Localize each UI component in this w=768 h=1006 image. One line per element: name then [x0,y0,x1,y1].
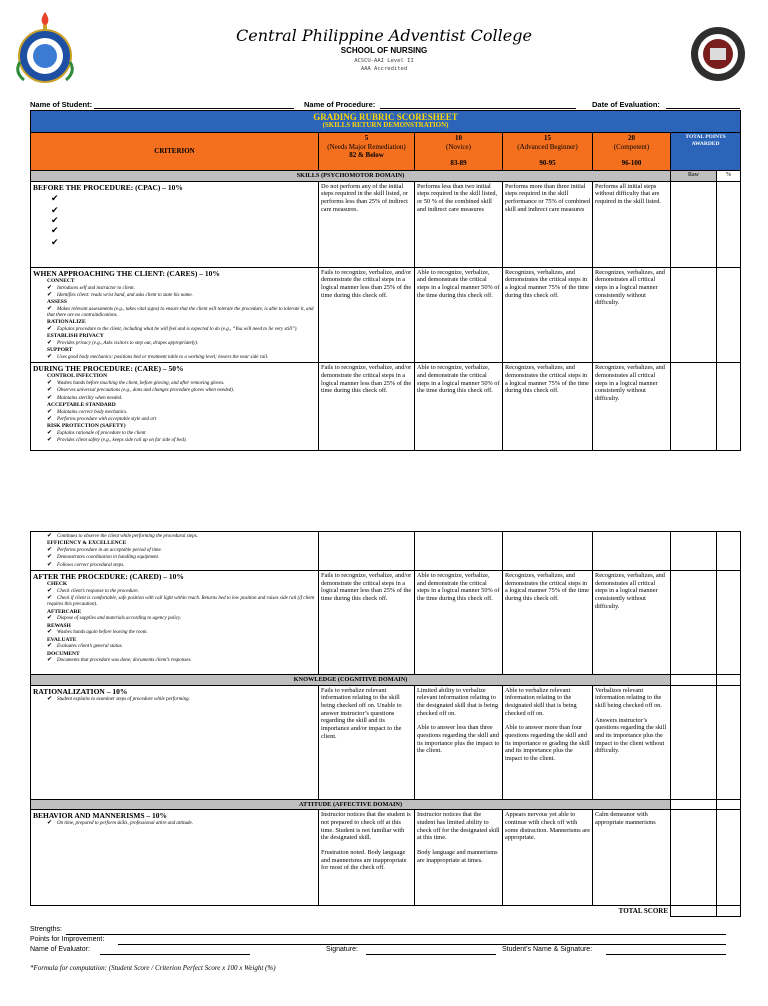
privacy-heading: ESTABLISH PRIVACY [47,333,104,340]
improvement-field[interactable] [30,936,104,943]
level-10-header: 10 (Novice) 83-89 [415,133,503,171]
total-points-header: TOTAL POINTS AWARDED [671,133,741,171]
assess-heading: ASSESS [47,299,67,306]
cared-raw-score[interactable] [671,571,717,675]
checklist-item: ✔ Washes hands again before leaving the room. [47,629,316,636]
care-level-15: Recognizes, verbalizes, and demonstrates the critical steps in a logical manner 75% of the time during this check off. [503,363,593,451]
total-percent-score[interactable] [717,906,741,917]
checklist-item: ✔ Demonstrates coordination in handling equipment. [47,554,316,561]
care-continued-criterion [31,532,319,571]
care-continued-percent[interactable] [717,532,741,571]
cpac-check: ✔ [51,224,59,235]
cpac-percent-score[interactable] [717,181,741,267]
cared-criterion [31,571,319,675]
signature-label: Signature: [326,946,358,953]
cpac-level-10: Performs less than two initial steps required in the skill listed, or 50 % of the combined skill and indirect care measures [415,181,503,267]
acceptable-standard-heading: ACCEPTABLE STANDARD [47,402,116,409]
strengths-field[interactable] [30,926,62,933]
cpac-check: ✔ [51,192,59,203]
affective-domain-header: ATTITUDE (AFFECTIVE DOMAIN) [31,799,671,810]
rationalization-percent-score[interactable] [717,685,741,799]
care-row [31,363,741,451]
efficiency-heading: EFFICIENCY & EXCELLENCE [47,540,127,547]
care-continued-row [31,532,741,571]
level-15-header: 15 (Advanced Beginner) 90-95 [503,133,593,171]
rationalization-title: RATIONALIZATION – 10% [33,686,128,696]
raw-header: Raw [671,171,717,182]
behavior-percent-score[interactable] [717,810,741,906]
control-infection-heading: CONTROL INFECTION [47,373,108,380]
document-heading: DOCUMENT [47,650,80,657]
checklist-item: ✔ Identifies client: reads wrist band, and asks client to state his name. [47,292,316,299]
evaluator-line [100,946,250,955]
behavior-criterion [31,810,319,906]
rationalization-level-5: Fails to verbalize relevant information relating to the skill being checked off on. Unable to answer instructor’s questions regarding the skill and its importance and/or impact to the client. [319,685,415,799]
rationalization-level-20: Verbalizes relevant information relating to the skill being checked off on. Answers instructor’s questions regarding the skill and its importance plus the impact to the client without difficulty. [593,685,671,799]
evaluation-date-line [666,100,740,109]
cares-percent-score[interactable] [717,267,741,363]
checklist-item: ✔ Observes universal precautions (e.g., dons and changes procedure gloves when needed). [47,387,316,394]
cares-row [31,267,741,363]
behavior-level-15: Appears nervous yet able to continue with check off with some distraction. Mannerisms are appropriate. [503,810,593,906]
care-criterion [31,363,319,451]
student-name-line [94,100,294,109]
total-score-label: TOTAL SCORE [31,906,671,917]
cpac-check: ✔ [51,204,59,215]
care-percent-score[interactable] [717,363,741,451]
student-signature-field[interactable] [502,946,592,953]
checklist-item: ✔ Documents that procedure was done; documents client’s responses. [47,657,316,664]
rationalize-heading: RATIONALIZE [47,319,86,326]
signature-field[interactable] [326,946,358,953]
checklist-item: ✔ Check if client is comfortable, safe position with call light within reach. Returns bed to low position and raises side rail (if client requires this precaution). [47,595,316,608]
student-signature-line [606,946,726,955]
cpac-check: ✔ [51,236,59,247]
support-heading: SUPPORT [47,347,73,354]
improvement-label: Points for Improvement: [30,936,105,943]
checklist-item: ✔ Maintains correct body mechanics. [47,409,316,416]
procedure-name-label: Name of Procedure: [304,100,376,109]
care-level-5: Fails to recognize, verbalize, and/or demonstrate the critical steps in a logical manner less than 25% of the time during this check off. [319,363,415,451]
behavior-level-5: Instructor notices that the student is not prepared to check off at this time. Student is not familiar with the designated skill. Frustration noted. Body language and mannerisms are inappropriate for most of the check off. [319,810,415,906]
cared-level-15: Recognizes, verbalizes, and demonstrates the critical steps in a logical manner 75% of the time during this check off. [503,571,593,675]
criterion-header: CRITERION [31,133,319,171]
checklist-item: ✔ Dispose of supplies and materials according to agency policy. [47,615,316,622]
rationalization-criterion [31,685,319,799]
cared-row [31,571,741,675]
behavior-level-20: Calm demeanor with appropriate mannerisms [593,810,671,906]
checklist-item: ✔ Provides client safety (e.g., keeps side rail up on far side of bed). [47,437,316,444]
procedure-name-line [380,100,576,109]
cared-level-10: Able to recognize, verbalize, and demonstrate the critical steps in a logical manner 50% of the time during this check off. [415,571,503,675]
cognitive-domain-header: KNOWLEDGE (COGNITIVE DOMAIN) [31,675,671,686]
cared-level-5: Fails to recognize, verbalize, and/or demonstrate the critical steps in a logical manner less than 25% of the time during this check off. [319,571,415,675]
cares-raw-score[interactable] [671,267,717,363]
strengths-label: Strengths: [30,926,62,933]
behavior-row [31,810,741,906]
rubric-table-page2 [30,531,741,917]
accreditation-body: AAA Accredited [360,66,408,72]
checklist-item: ✔ Explains rationale of procedure to the client [47,430,316,437]
behavior-title: BEHAVIOR AND MANNERISMS – 10% [33,811,168,821]
cares-level-20: Recognizes, verbalizes, and demonstrates all critical steps in a logical manner consistently without difficulty. [593,267,671,363]
total-score-row [31,906,741,917]
total-raw-score[interactable] [671,906,717,917]
rewash-heading: REWASH [47,622,71,629]
psychomotor-domain-header: SKILLS (PSYCHOMOTOR DOMAIN) [31,171,671,182]
rubric-title: GRADING RUBRIC SCORESHEET [313,112,458,122]
cpac-level-15: Performs more than three initial steps required in the skill performance or 75% of combined skill and indirect care measures [503,181,593,267]
strengths-line [66,926,726,935]
cared-percent-score[interactable] [717,571,741,675]
rationalization-row [31,685,741,799]
checklist-item: ✔ Evaluates client’s general status. [47,643,316,650]
checklist-item: ✔ Student explains to examiner steps of procedure while performing. [47,696,316,703]
checklist-item: ✔ Performs procedure in an acceptable period of time. [47,547,316,554]
cares-criterion [31,267,319,363]
signature-line [366,946,496,955]
improvement-line [118,936,726,945]
college-name: Central Philippine Adventist College [236,26,532,45]
evaluator-label: Name of Evaluator: [30,946,90,953]
care-level-10: Able to recognize, verbalize, and demonstrate the critical steps in a logical manner 50% of the time during this check off. [415,363,503,451]
evaluate-heading: EVALUATE [47,636,77,643]
checklist-item: ✔ Introduces self and instructor to client. [47,285,316,292]
checklist-item: ✔ Check client’s response to the procedure. [47,588,316,595]
student-signature-label: Student’s Name & Signature: [502,946,593,953]
student-name-label: Name of Student: [30,100,93,109]
school-name: SCHOOL OF NURSING [340,46,428,55]
checklist-item: ✔ Performs procedure with acceptable style and art [47,416,316,423]
rubric-subtitle: (SKILLS RETURN DEMONSTRATION) [322,121,449,129]
cares-level-15: Recognizes, verbalizes, and demonstrates the critical steps in a logical manner 75% of the time during this check off. [503,267,593,363]
check-heading: CHECK [47,581,68,588]
checklist-item: ✔ Maintains sterility when needed. [47,395,316,402]
cpac-level-20: Performs all initial steps without difficulty that are required in the skill listed. [593,181,671,267]
cpac-criterion [31,181,319,267]
checklist-item: ✔ Provides privacy (e.g., Asks visitors to step out, drapes appropriately). [47,340,316,347]
rubric-table-page1 [30,110,741,451]
behavior-level-10: Instructor notices that the student has limited ability to check off for the designated skill at this time. Body language and mannerisms are inappropriate at times. [415,810,503,906]
checklist-item: ✔ Makes relevant assessments (e.g., takes vital signs) to ensure that the client will tolerate the procedure, is able to tolerate it, and that there are no contraindications. [47,306,316,319]
connect-heading: CONNECT [47,277,75,284]
behavior-raw-score[interactable] [671,810,717,906]
care-continued-raw[interactable] [671,532,717,571]
checklist-item: ✔ Washes hands before touching the client, before gloving, and after removing gloves. [47,380,316,387]
cpac-level-5: Do not perform any of the initial steps required in the skill listed, or performs less than 25% of indirect care measures. [319,181,415,267]
document-header [0,0,768,98]
rationalization-level-10: Limited ability to verbalize relevant information relating to the designated skill that is being checked off on. Able to answer less than three questions regarding the skill and its importance plus the impact to the client. [415,685,503,799]
care-title: DURING THE PROCEDURE: (CARE) – 50% [33,364,184,374]
checklist-item: ✔ On time, prepared to perform skills, professional attire and attitude. [47,820,316,827]
evaluation-date-label: Date of Evaluation: [592,100,660,109]
formula-note: *Formula for computation: (Student Score / Criterion Perfect Score x 100 x Weight (%) [30,964,276,972]
level-20-header: 20 (Competent) 96-100 [593,133,671,171]
cpac-title: BEFORE THE PROCEDURE: (CPAC) – 10% [33,182,183,192]
cared-level-20: Recognizes, verbalizes, and demonstrates all critical steps in a logical manner consistently without difficulty. [593,571,671,675]
percent-header: % [717,171,741,182]
risk-protection-heading: RISK PROTECTION (SAFETY) [47,423,126,430]
rationalization-level-15: Able to verbalize relevant information relating to the designated skill that is being checked off on. Able to answer more than four questions regarding the skill and its importance re grading the skill and its importance plus the impact to the client. [503,685,593,799]
care-raw-score[interactable] [671,363,717,451]
cared-title: AFTER THE PROCEDURE: (CARED) – 10% [33,572,184,581]
cpac-row [31,181,741,267]
evaluator-field[interactable] [30,946,90,953]
aftercare-heading: AFTERCARE [47,608,82,615]
level-5-header: 5 (Needs Major Remediation) 82 & Below [319,133,415,171]
checklist-item: ✔ Explains procedure to the client, including what he will feel and is expected to do (e.g., “You will need to lie very still”). [47,326,316,333]
cares-title: WHEN APPROACHING THE CLIENT: (CARES) – 10% [33,268,220,278]
checklist-item: ✔ Continues to observe the client while performing the procedural steps. [47,533,316,540]
checklist-item: ✔ Uses good body mechanics: positions bed or treatment table to a working level; lowers the near side rail. [47,354,316,361]
cpac-raw-score[interactable] [671,181,717,267]
cares-level-5: Fails to recognize, verbalize, and/or demonstrate the critical steps in a logical manner less than 25% of the time during this check off. [319,267,415,363]
rationalization-raw-score[interactable] [671,685,717,799]
accreditation-level: ACSCU-AAI Level II [354,58,414,64]
cpac-check: ✔ [51,214,59,225]
checklist-item: ✔ Follows correct procedural steps. [47,562,316,569]
care-level-20: Recognizes, verbalizes, and demonstrates all critical steps in a logical manner consistently without difficulty. [593,363,671,451]
cares-level-10: Able to recognize, verbalize, and demonstrate the critical steps in a logical manner 50% of the time during this check off. [415,267,503,363]
